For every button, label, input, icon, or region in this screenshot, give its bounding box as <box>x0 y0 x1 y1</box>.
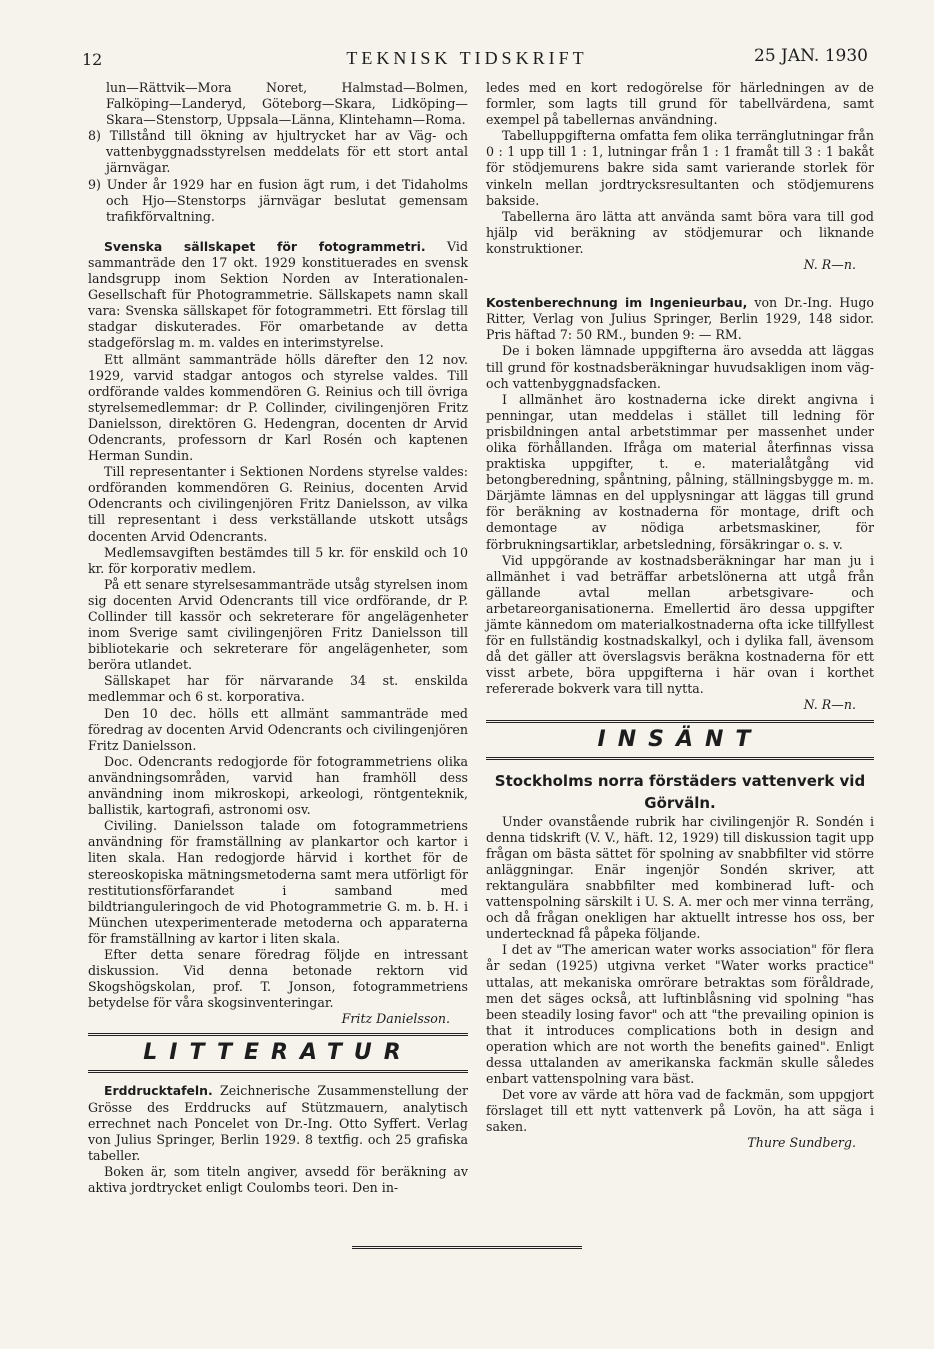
page-number: 12 <box>82 50 103 69</box>
society-text-3: Till representanter i Sektionen Nordens styrelse valdes: ordföranden kommendören G. Reinius, docenten Arvid Odencrants och civilingenjören Fritz Danielsson, av vilka till representant i dess verkställande utskott utsågs docenten Arvid Odencrants. <box>88 464 468 544</box>
society-text-6: Sällskapet har för närvarande 34 st. enskilda medlemmar och 6 st. korporativa. <box>88 673 468 705</box>
erddruck-text-3: Tabelluppgifterna omfatta fem olika terränglutningar från 0 : 1 upp till 1 : 1, lutningar från 1 : 1 framåt till 3 : 1 bakåt för stödjemurens bakre sida samt varierande storlek för vinkeln mellan jordtrycksresultanten och stödjemurens bakside. <box>486 128 874 208</box>
left-column <box>88 80 468 1196</box>
kosten-text-1: von Dr.-Ing. Hugo Ritter, Verlag von Julius Springer, Berlin 1929, 148 sidor. Pris häftad 7: 50 RM., bunden 9: — RM. <box>486 295 874 343</box>
signature-nr-1: N. R—n. <box>803 257 856 273</box>
kosten-text-2: De i boken lämnade uppgifterna äro avsedda att läggas till grund för kostnadsberäkningar huvudsakligen inom väg- och vattenbyggnadsfacken. <box>486 343 874 391</box>
footnote-continuation: lun—Rättvik—Mora Noret, Halmstad—Bolmen, Falköping—Landeryd, Göteborg—Skara, Lidköping—Skara—Stenstorp, Uppsala—Länna, Klintehamn—Roma. <box>106 80 468 128</box>
footnote-8: 8) Tillstånd till ökning av hjultrycket har av Väg- och vattenbyggnadsstyrelsen meddelats för ett stort antal järnvägar. <box>88 128 468 176</box>
kosten-paragraph <box>486 295 874 343</box>
insant-banner <box>486 720 874 760</box>
right-column <box>486 80 874 1152</box>
society-text-8: Doc. Odencrants redogjorde för fotogrammetriens olika användningsområden, varvid han framhöll dess användning inom mikroskopi, arkeologi, röntgenteknik, ballistik, kartografi, astronomi osv. <box>88 753 468 818</box>
society-text-10: Efter detta senare föredrag följde en intressant diskussion. Vid denna betonade rektorn vid Skogshögskolan, prof. T. Jonson, fotogrammetriens betydelse för våra skogsinventeringar. <box>88 946 468 1011</box>
society-text-4: Medlemsavgiften bestämdes till 5 kr. för enskild och 10 kr. för korporativ medlem. <box>88 544 468 576</box>
society-text-1: Vid sammanträde den 17 okt. 1929 konstituerades en svensk landsgrupp inom Sektion Norden av Interationalen-Gesellschaft für Photogrammetrie. Sällskapets namn skall vara: Svenska sällskapet för fotogrammetri. Ett förslag till stadgar diskuterades. För omarbetande av detta stadgeförslag m. m. valdes en interimstyrelse. <box>88 238 468 351</box>
signature-sundberg: Thure Sundberg. <box>747 1135 856 1151</box>
erddruck-continuation: ledes med en kort redogörelse för härledningen av de formler, som lagts till grund för tabellvärdena, samt exempel på tabellernas användning. <box>486 80 874 128</box>
litteratur-banner <box>88 1033 468 1073</box>
issue-date: 25 JAN. 1930 <box>754 46 868 66</box>
article-title: Stockholms norra förstäders vattenverk vid Görväln. <box>494 771 866 812</box>
kosten-text-3: I allmänhet äro kostnaderna icke direkt angivna i penningar, utan meddelas i stället till ledning för prisbildningen antal arbetstimmar per massenhet under olika förhållanden. Ifråga om material återfinnas vissa praktiska uppgifter, t. e. materialåtgång vid betongberedning, spåntning, pålning, ställningsbygge m. m. Därjämte lämnas en del upplysningar att läggas till grund för beräkning av kostnaderna för montage, drift och demontage av nödiga arbetsmaskiner, för förbrukningsartiklar, arbetsledning, försäkringar o. s. v. <box>486 391 874 552</box>
erddruck-text-2: Boken är, som titeln angiver, avsedd för beräkning av aktiva jordtrycket enligt Coulombs teori. Den in- <box>88 1163 468 1195</box>
page-header <box>0 44 934 74</box>
insant-text-1: Under ovanstående rubrik har civilingenjör R. Sondén i denna tidskrift (V. V., häft. 12, 1929) till diskussion tagit upp frågan om bästa sättet för spolning av snabbfilter vid större anläggningar. Enär ingenjör Sondén skriver, att rektangulära snabbfilter med kombinerad luft- och vattenspolning särskilt i U. S. A. mer och mer vinna terräng, och då frågan onekligen har aktuellt intresse hos oss, ber undertecknad få påpeka följande. <box>486 813 874 942</box>
litteratur-banner-text: LITTERATUR <box>143 1040 413 1066</box>
insant-text-2: I det av "The american water works association" för flera år sedan (1925) utgivna verket "Water works practice" uttalas, att mekaniska omrörare betraktas som föråldrade, men det säges också, att luftinblåsning vid spolning "has been steadily losing favor" och att "the prevailing opinion is that it introduces complications both in design and operation which are not worth the benefits gained". Enligt dessa uttalanden av amerikanska fackmän skulle således enbart vattenspolning vara bäst. <box>486 942 874 1087</box>
kosten-text-4: Vid uppgörande av kostnadsberäkningar har man ju i allmänhet i vad beträffar arbetslönerna att utgå från gällande avtal mellan arbetsgivare- och arbetareorganisationerna. Emellertid äro dessa uppgifter jämte kännedom om materialkostnaderna ofta icke tillfyllest för en fullständig kostnadskalkyl, och i dylika fall, ävensom då det gäller att överslagsvis beräkna kostnaderna för ett visst arbete, böra uppgifterna i här ovan i korthet refererade bokverk vara till nytta. <box>486 552 874 697</box>
insant-banner-text: INSÄNT <box>597 726 763 752</box>
footnote-9: 9) Under år 1929 har en fusion ägt rum, i det Tidaholms och Hjo—Stenstorps järnvägar beslutat gemensam trafikförvaltning. <box>88 176 468 224</box>
erddruck-paragraph <box>88 1083 468 1163</box>
society-text-9: Civiling. Danielsson talade om fotogrammetriens användning för framställning av plankartor och kartor i liten skala. Han redogjorde härvid i korthet för de stereoskopiska mätningsmetoderna samt mera utförligt för restitutionsförfarandet i samband med bildtrianguleringoch de vid Photogrammetrie G. m. b. H. i München utexperimenterade metoderna och apparaterna för framställning av kartor i liten skala. <box>88 818 468 946</box>
society-text-5: På ett senare styrelsesammanträde utsåg styrelsen inom sig docenten Arvid Odencrants till vice ordförande, dr P. Collinder till kassör och sekreterare för angelägenheter inom Sverige samt civilingenjören Fritz Danielsson till bibliotekarie och sekreterare för angelägenheter, som beröra utlandet. <box>88 576 468 673</box>
signature-danielsson: Fritz Danielsson. <box>341 1011 450 1027</box>
end-rule <box>352 1246 582 1252</box>
society-text-2: Ett allmänt sammanträde hölls därefter den 12 nov. 1929, varvid stadgar antogos och styrelse valdes. Till ordförande valdes kommendören G. Reinius och till övriga styrelsemedlemmar: dr P. Collinder, civilingenjören Fritz Danielsson, direktören G. Hedengran, docenten dr Arvid Odencrants, professorn dr Karl Rosén och kaptenen Herman Sundin. <box>88 351 468 464</box>
erddruck-text-4: Tabellerna äro lätta att använda samt böra vara till god hjälp vid beräkning av stödjemurar och liknande konstruktioner. <box>486 208 874 256</box>
insant-text-3: Det vore av värde att höra vad de fackmän, som uppgjort förslaget till ett nytt vattenverk på Lovön, ha att säga i saken. <box>486 1087 874 1135</box>
kosten-heading: Kostenberechnung im Ingenieurbau, <box>486 295 748 311</box>
society-paragraph <box>88 239 468 352</box>
signature-nr-2: N. R—n. <box>803 697 856 713</box>
journal-title: TEKNISK TIDSKRIFT <box>346 48 588 68</box>
erddruck-text-1: Zeichnerische Zusammenstellung der Grösse des Erddrucks auf Stützmauern, analytisch errechnet nach Poncelet von Dr.-Ing. Otto Syffert. Verlag von Julius Springer, Berlin 1929. 8 textfig. och 25 grafiska tabeller. <box>88 1083 468 1163</box>
society-heading: Svenska sällskapet för fotogrammetri. <box>104 238 426 254</box>
erddruck-heading: Erddrucktafeln. <box>104 1083 213 1099</box>
society-text-7: Den 10 dec. hölls ett allmänt sammanträde med föredrag av docenten Arvid Odencrants och civilingenjören Fritz Danielsson. <box>88 705 468 753</box>
